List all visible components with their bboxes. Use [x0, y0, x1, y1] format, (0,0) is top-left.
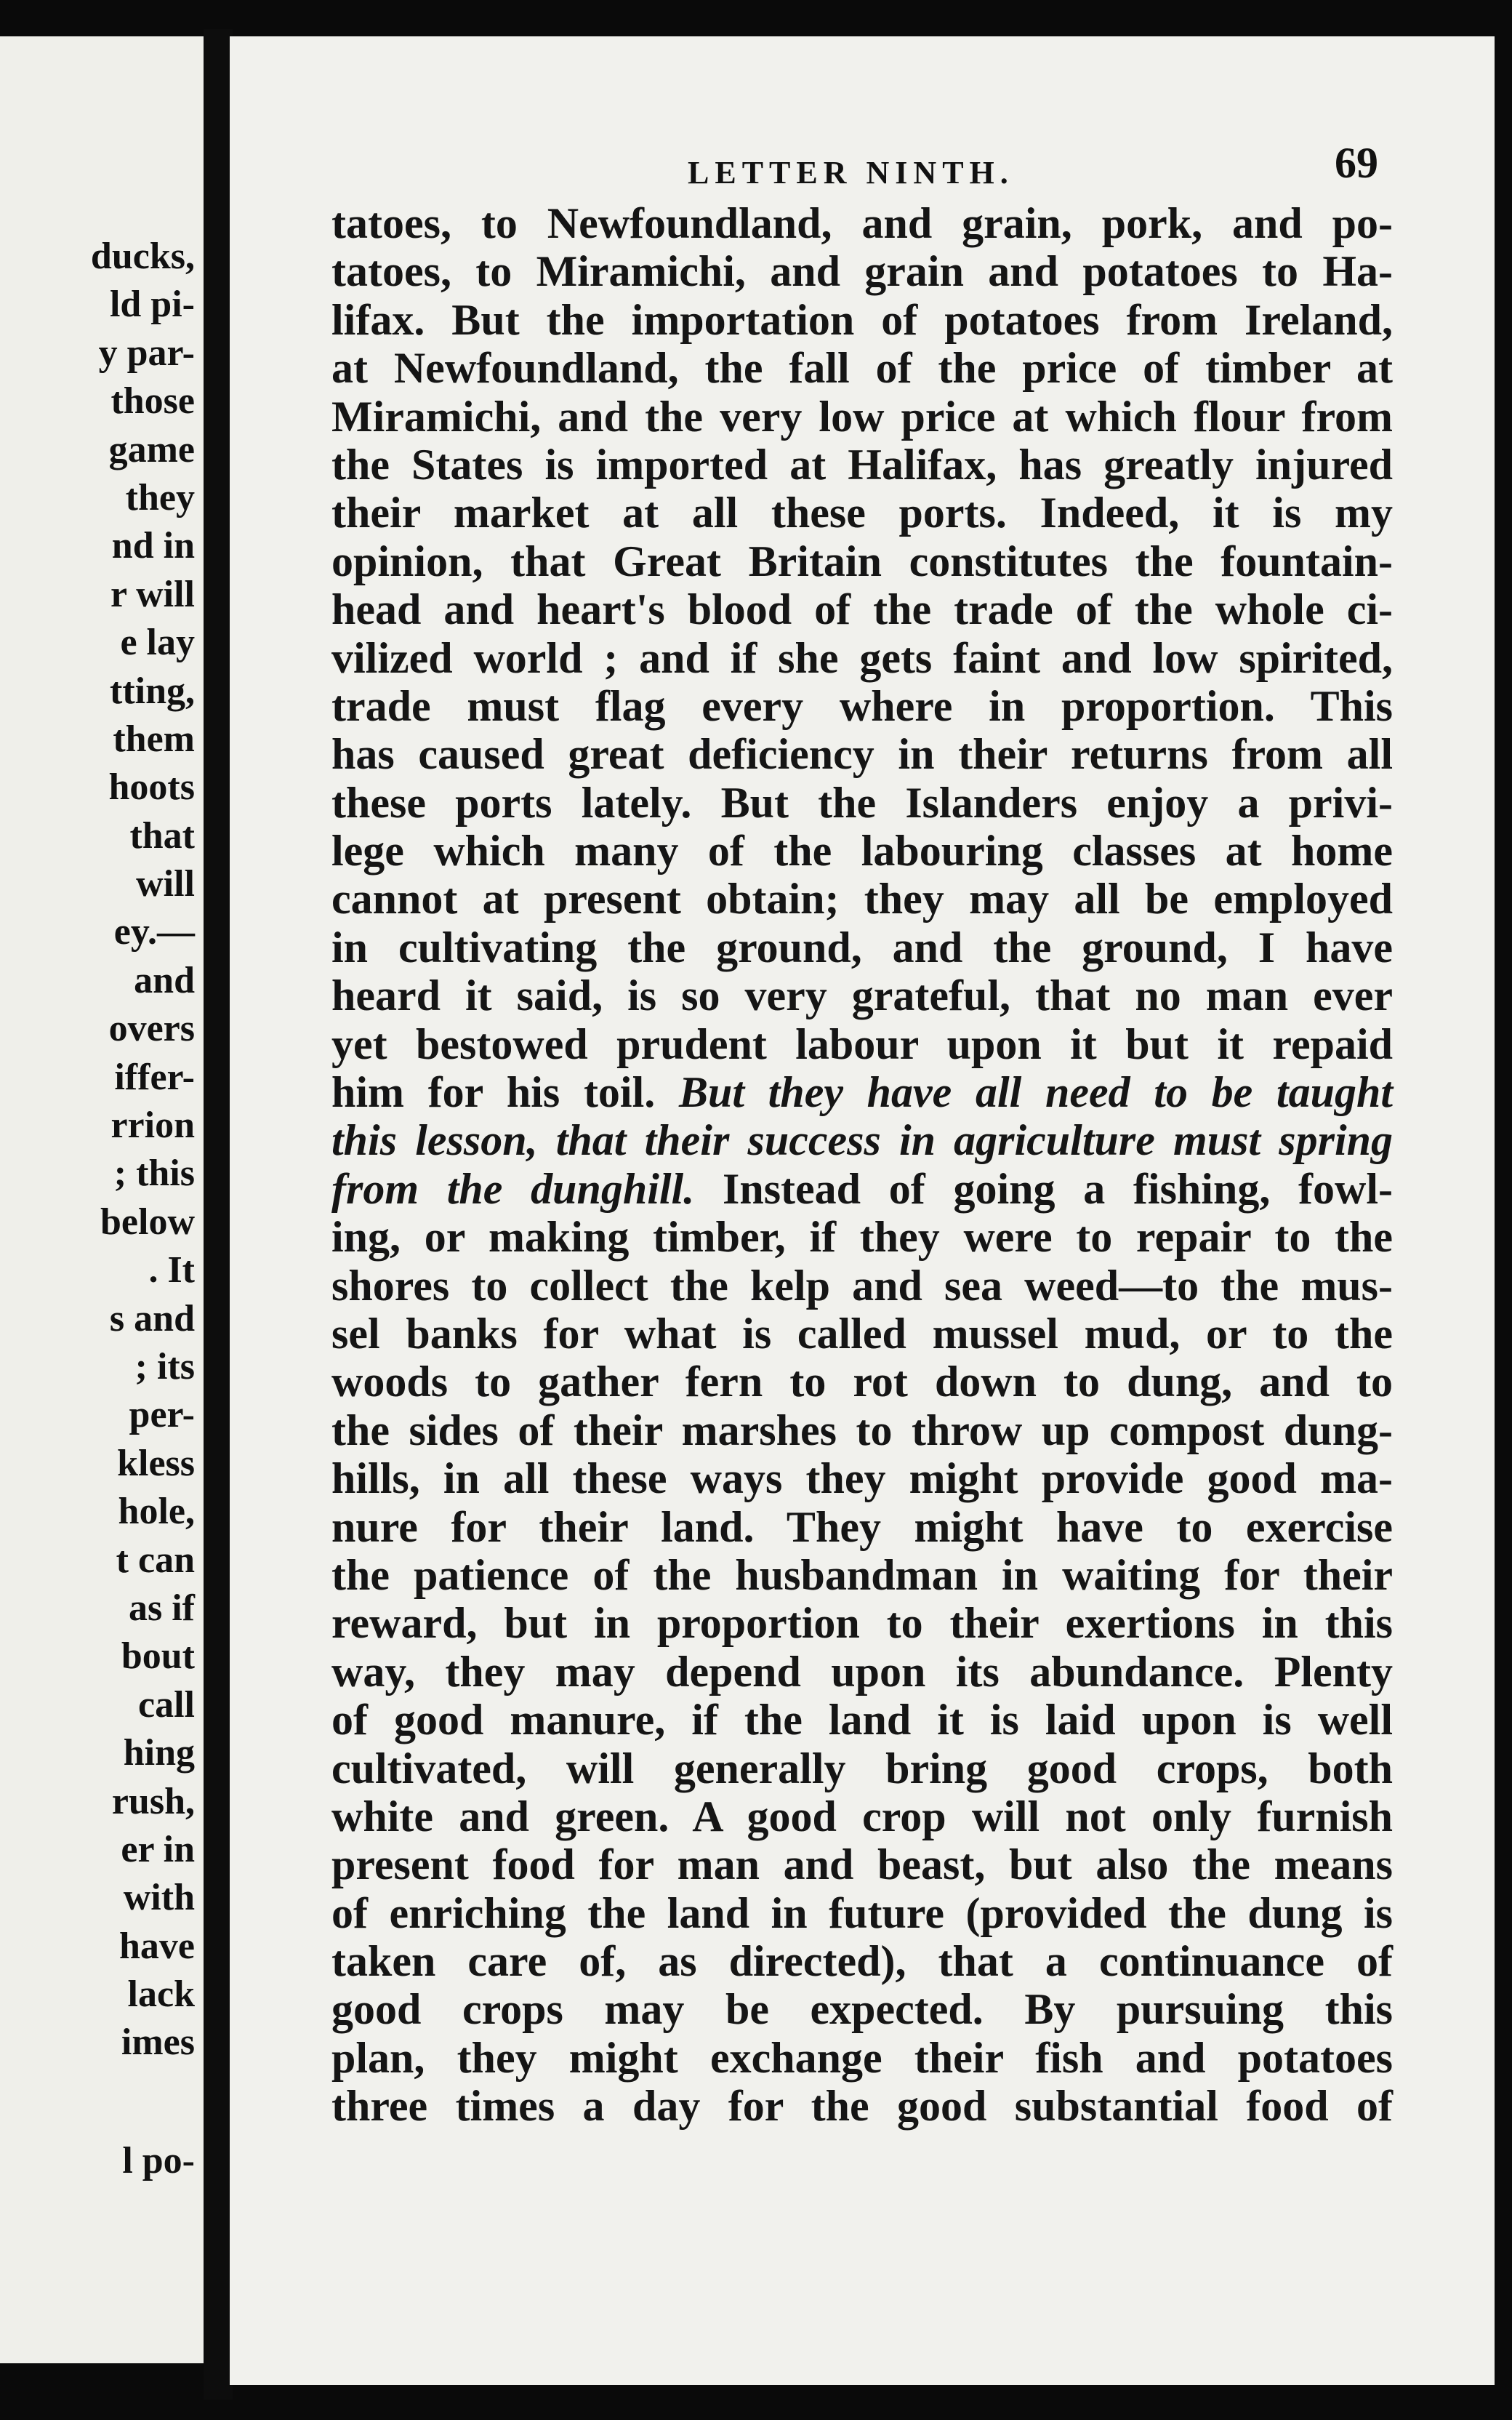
text-line-content: this lesson, that their success in agriculture must spring	[331, 1116, 1393, 1165]
facing-page-line: imes	[121, 2022, 195, 2064]
facing-page-line: per-	[129, 1394, 195, 1436]
italic-emphasis: But they have all need to be taught	[678, 1068, 1393, 1117]
text-line	[331, 441, 1393, 489]
text-line	[331, 682, 1393, 730]
facing-page-line: call	[138, 1683, 195, 1726]
facing-page-line: ld pi-	[109, 284, 195, 326]
text-line	[331, 1406, 1393, 1454]
text-line-content: their market at all these ports. Indeed, it is my	[331, 489, 1393, 537]
facing-page-line: them	[113, 718, 195, 760]
text-line	[331, 1068, 1393, 1116]
text-line-content: the States is imported at Halifax, has greatly injured	[331, 440, 1393, 489]
text-line-content: tatoes, to Miramichi, and grain and potatoes to Ha-	[331, 247, 1393, 296]
facing-page-line: iffer-	[114, 1056, 195, 1098]
text-line	[331, 296, 1393, 344]
facing-page-line: lack	[127, 1974, 195, 2016]
text-line-content: opinion, that Great Britain constitutes the fountain-	[331, 537, 1393, 585]
facing-page-line: with	[123, 1877, 195, 1919]
page	[230, 36, 1495, 2385]
text-line-content: reward, but in proportion to their exertions in this	[331, 1599, 1393, 1648]
facing-page-text	[91, 233, 195, 2185]
text-line	[331, 1551, 1393, 1599]
text-line-content: trade must flag every where in proportion. This	[331, 681, 1393, 730]
text-line-content: taken care of, as directed), that a continuance of	[331, 1937, 1393, 1986]
text-line	[331, 1937, 1393, 1985]
text-line	[331, 537, 1393, 585]
text-line	[331, 923, 1393, 971]
text-line	[331, 634, 1393, 682]
facing-page-line: those	[110, 380, 195, 422]
facing-page-line: as if	[129, 1587, 195, 1629]
text-line	[331, 1599, 1393, 1647]
text-line	[331, 1744, 1393, 1792]
text-line-content: three times a day for the good substantial food of	[331, 2082, 1393, 2131]
text-line-content: present food for man and beast, but also the means	[331, 1840, 1393, 1889]
text-line	[331, 779, 1393, 827]
book-gutter	[204, 29, 233, 2400]
text-line-content: woods to gather fern to rot down to dung, and to	[331, 1358, 1393, 1406]
page-number: 69	[1335, 139, 1378, 187]
facing-page-line: overs	[108, 1008, 195, 1050]
text-line	[331, 1454, 1393, 1502]
text-line	[331, 1985, 1393, 2033]
text-line-content: hills, in all these ways they might provide good ma-	[331, 1454, 1393, 1503]
facing-page-line: t can	[116, 1539, 195, 1581]
text-line-content: plan, they might exchange their fish and potatoes	[331, 2033, 1393, 2082]
facing-page-line: y par-	[98, 332, 195, 374]
text-line-content: ing, or making timber, if they were to repair to the	[331, 1213, 1393, 1262]
text-line	[331, 1503, 1393, 1551]
text-line-content: vilized world ; and if she gets faint and low spirited,	[331, 633, 1393, 682]
text-line-content: of good manure, if the land it is laid upon is well	[331, 1696, 1393, 1744]
text-line-content: white and green. A good crop will not only furnish	[331, 1792, 1393, 1840]
text-line-content: head and heart's blood of the trade of the whole ci-	[331, 585, 1393, 634]
facing-page-line: and	[134, 959, 195, 1001]
text-line	[331, 1020, 1393, 1068]
facing-page-line: rush,	[111, 1780, 195, 1822]
facing-page-line: ducks,	[90, 236, 195, 277]
text-line	[331, 1310, 1393, 1358]
text-line	[331, 199, 1393, 247]
text-line-content: lifax. But the importation of potatoes from Ireland,	[331, 295, 1393, 344]
text-line-content: heard it said, is so very grateful, that no man ever	[331, 971, 1393, 1020]
text-line-content: good crops may be expected. By pursuing this	[331, 1985, 1393, 2034]
text-line	[331, 971, 1393, 1019]
facing-page-line: have	[119, 1925, 195, 1967]
text-line	[331, 1696, 1393, 1744]
facing-page-line: they	[125, 476, 195, 518]
text-line	[331, 393, 1393, 441]
text-line-content: him for his toil.	[331, 1068, 656, 1117]
facing-page-line: game	[108, 428, 195, 470]
text-line-content: in cultivating the ground, and the ground, I have	[331, 923, 1393, 971]
facing-page	[0, 36, 204, 2363]
facing-page-line: nd in	[111, 525, 195, 567]
text-line	[331, 2034, 1393, 2082]
text-line-content: nure for their land. They might have to exercise	[331, 1502, 1393, 1551]
text-line-content: sel banks for what is called mussel mud, or to the	[331, 1309, 1393, 1358]
facing-page-line: will	[136, 863, 195, 905]
text-line	[331, 489, 1393, 537]
facing-page-line: tting,	[110, 670, 195, 712]
text-line-continuation: Instead of going a fishing, fowl-	[722, 1164, 1394, 1213]
text-line	[331, 1792, 1393, 1840]
body-text	[331, 199, 1393, 2131]
text-line-content: cultivated, will generally bring good crops, both	[331, 1744, 1393, 1792]
text-line	[331, 1262, 1393, 1310]
text-line-content: has caused great deficiency in their returns from all	[331, 730, 1393, 779]
text-line	[331, 1165, 1393, 1213]
text-line	[331, 1648, 1393, 1696]
text-line-content: these ports lately. But the Islanders enjoy a privi-	[331, 778, 1393, 827]
text-line-content: way, they may depend upon its abundance. Plenty	[331, 1647, 1393, 1696]
facing-page-line: bout	[121, 1635, 195, 1678]
text-line	[331, 1358, 1393, 1406]
facing-page-line: s and	[109, 1297, 195, 1339]
text-line	[331, 1213, 1393, 1261]
text-line	[331, 585, 1393, 633]
facing-page-line: hoots	[108, 766, 195, 809]
text-line-content: tatoes, to Newfoundland, and grain, pork, and po-	[331, 199, 1393, 247]
facing-page-line: rrion	[110, 1105, 195, 1147]
facing-page-line: ey.—	[113, 911, 195, 953]
text-line-content: yet bestowed prudent labour upon it but it repaid	[331, 1019, 1393, 1068]
text-line-content: of enriching the land in future (provided the dung is	[331, 1888, 1393, 1937]
facing-page-line: r will	[110, 573, 195, 615]
facing-page-line: hing	[123, 1732, 195, 1774]
facing-page-line: ; its	[134, 1345, 195, 1387]
facing-page-line: . It	[148, 1249, 195, 1291]
text-line	[331, 827, 1393, 875]
facing-page-line: ; this	[113, 1153, 195, 1195]
text-line	[331, 2082, 1393, 2130]
facing-page-line: that	[129, 814, 195, 857]
facing-page-line: below	[100, 1201, 195, 1243]
text-line-content: shores to collect the kelp and sea weed—to the mus-	[331, 1261, 1393, 1310]
text-line-content: cannot at present obtain; they may all be employed	[331, 875, 1393, 923]
page-header	[230, 109, 1495, 191]
text-line-content: the sides of their marshes to throw up compost dung-	[331, 1406, 1393, 1454]
text-line	[331, 247, 1393, 295]
text-line	[331, 1116, 1393, 1164]
facing-page-line: er in	[121, 1828, 195, 1870]
text-line-content: the patience of the husbandman in waiting for their	[331, 1550, 1393, 1599]
text-line	[331, 344, 1393, 392]
text-line	[331, 730, 1393, 778]
text-line	[331, 1840, 1393, 1888]
text-line-content: at Newfoundland, the fall of the price of timber at	[331, 344, 1393, 393]
text-line-content: Miramichi, and the very low price at which flour from	[331, 392, 1393, 441]
text-line-content: lege which many of the labouring classes at home	[331, 827, 1393, 876]
facing-page-spacer	[91, 2067, 195, 2137]
running-head: LETTER NINTH.	[688, 155, 1014, 191]
facing-page-line: hole,	[118, 1491, 195, 1533]
facing-page-line: kless	[117, 1442, 195, 1484]
text-line-content: from the dunghill.	[331, 1164, 695, 1213]
facing-page-line: l po-	[122, 2139, 195, 2181]
facing-page-line: e lay	[120, 622, 195, 664]
text-line	[331, 875, 1393, 923]
text-line	[331, 1889, 1393, 1937]
